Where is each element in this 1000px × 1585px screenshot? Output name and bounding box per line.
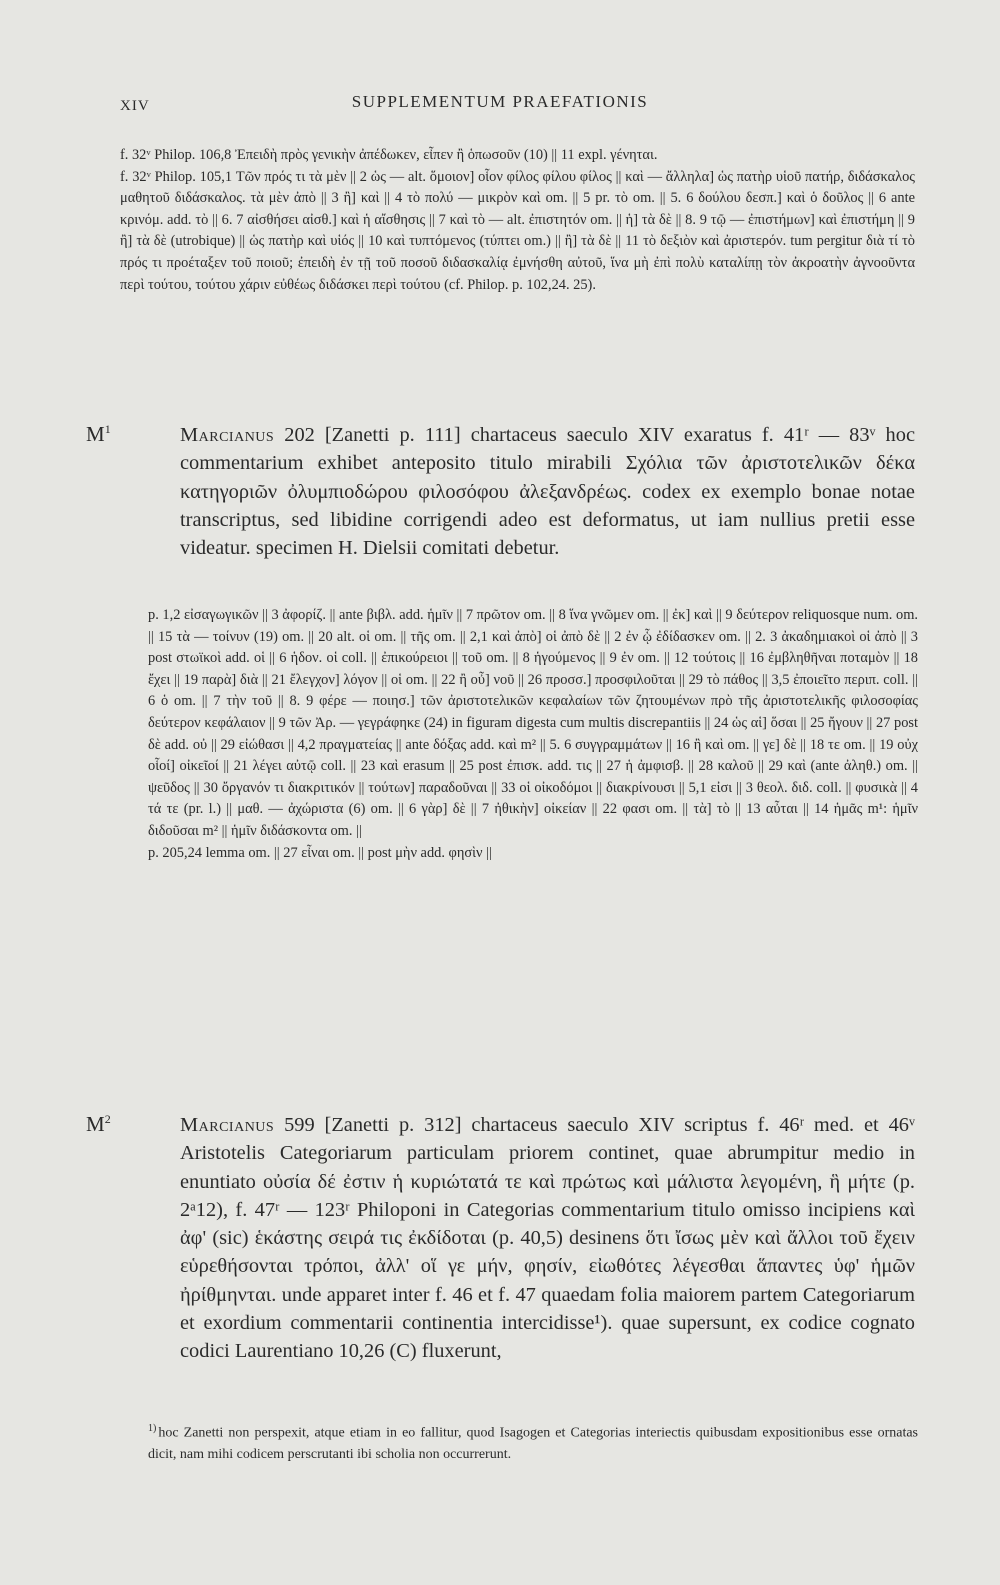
footnote-mark: 1) xyxy=(148,1423,157,1434)
running-head: SUPPLEMENTUM PRAEFATIONIS xyxy=(351,92,649,111)
footnote-text: hoc Zanetti non perspexit, atque etiam in eo fallitur, quod Isagogen et Categorias interiectis quibusdam expositionibus esse ornatas dicit, nam mihi codicem perscrutanti ibi scholia non occurrerunt. xyxy=(148,1425,918,1462)
m1-text: 202 [Zanetti p. 111] chartaceus saeculo XIV exaratus f. 41ʳ — 83ᵛ hoc commentarium exhibet anteposito titulo mirabili Σχόλια τῶν ἀριστοτελικῶν δέκα κατηγοριῶν ὀλυμπιοδώρου φιλοσόφου ἀλεξανδρέως. codex ex exemplo bonae notae transcriptus, sed libidine corrigendi adeo est deformatus, ut iam nullius pretii esse videatur. specimen H. Dielsii comitati debetur. xyxy=(180,424,915,560)
notes-block-1 xyxy=(120,145,915,296)
m1-codex-name: Marcianus xyxy=(180,424,275,446)
page-number: XIV xyxy=(120,98,150,114)
m2-text: 599 [Zanetti p. 312] chartaceus saeculo XIV scriptus f. 46ʳ med. et 46ᵛ Aristotelis Categoriarum particulam priorem continet, quae abrumpitur medio in enuntiato οὐσία δέ ἐστιν ἡ κυριώτατά τε καὶ πρώτως καὶ μάλιστα λεγομένη, ἣ μήτε (p. 2ᵃ12), f. 47ʳ — 123ʳ Philoponi in Categorias commentarium titulo omisso incipiens καὶ ἀφ' (sic) ἑκάστης σειρά τις ἐκδίδοται (p. 40,5) desinens ὅτι ἴσως μὲν καὶ ἄλλοι τοῦ ἔχειν εὑρεθήσονται τρόποι, ἀλλ' οἵ γε μήν, φησίν, εἰωθότες λέγεσθαι ἅπαντες ὑφ' ἡμῶν ἠρίθμηνται. unde apparet inter f. 46 et f. 47 quaedam folia maiorem partem Categoriarum et exordium commentarii continentia intercidisse¹). quae supersunt, ex codice cognato codici Laurentiano 10,26 (C) fluxerunt, xyxy=(180,1114,915,1363)
notes-block-2 xyxy=(148,605,918,864)
note-collation-last: p. 205,24 lemma om. || 27 εἶναι om. || post μὴν add. φησὶν || xyxy=(148,844,492,861)
footnote xyxy=(148,1418,918,1465)
note-entry-1: f. 32ᵛ Philop. 106,8 Ἐπειδὴ πρὸς γενικὴν ἀπέδωκεν, εἶπεν ἢ ὁπωσοῦν (10) || 11 expl. γένηται. xyxy=(120,147,658,163)
m2-description xyxy=(180,1111,915,1366)
siglum-m2: $M^2$ xyxy=(86,1112,111,1136)
m2-codex-name: Marcianus xyxy=(180,1114,275,1136)
page-header xyxy=(120,92,880,120)
note-entry-2: f. 32ᵛ Philop. 105,1 Τῶν πρός τι τὰ μὲν || 2 ὡς — alt. ὅμοιον] οἷον φίλος φίλου φίλος || καὶ — ἄλληλα] ὡς πατὴρ υἱοῦ πατήρ, διδάσκαλος μαθητοῦ διδάσκαλος. τὰ μὲν ἀπὸ || 3 ἢ] καὶ || 4 τὸ πολύ — μικρὸν καὶ om. || 5 pr. τὸ om. || 5. 6 δούλου δεσπ.] καὶ ὁ δοῦλος || 6 ante κρινόμ. add. τὸ || 6. 7 αἰσθήσει αἰσθ.] καὶ ἡ αἴσθησις || 7 καὶ τὸ — alt. ἐπιστητόν om. || ἡ] τὰ δὲ || 8. 9 τῷ — ἐπιστήμων] καὶ ἐπιστήμη || 9 ἢ] τὰ δὲ (utrobique) || ὡς πατὴρ καὶ υἱός || 10 καὶ τυπτόμενος (τύπτει om.) || ἢ] τὰ δὲ || 11 τὸ δεξιὸν καὶ ἀριστερόν. tum pergitur διὰ τί τὸ πρός τι προέταξεν τοῦ ποιοῦ; ἐπειδὴ ἐν τῇ τοῦ ποσοῦ διδασκαλίᾳ ἐμνήσθη αὐτοῦ, ἵνα μὴ ἐπὶ πολὺ καταλίπῃ τὸν ἀκροατὴν ἀγνοοῦντα περὶ τούτου, τούτου χάριν εὐθέως διδάσκει περὶ τούτου (cf. Philop. p. 102,24. 25). xyxy=(120,168,915,293)
m1-description xyxy=(180,421,915,562)
note-collation-m1: p. 1,2 εἰσαγωγικῶν || 3 ἀφορίζ. || ante βιβλ. add. ἡμῖν || 7 πρῶτον om. || 8 ἵνα γνῶμεν om. || ἐκ] καὶ || 9 δεύτερον reliquosque num. om. || 15 τὰ — τοίνυν (19) om. || 20 alt. οἱ om. || τῆς om. || 2,1 καὶ ἀπὸ] οἱ ἀπὸ δὲ || 2 ἐν ᾧ ἐδίδασκεν om. || 2. 3 ἀκαδημιακοὶ οἱ ἀπὸ || 3 post στωϊκοὶ add. οἱ || 6 ἡδον. οἱ coll. || ἐπικούρειοι || τοῦ om. || 8 ἡγούμενος || 9 ἐν om. || 12 τούτοις || 16 ἐμβληθῆναι ποταμὸν || 18 ἔχει || 19 παρὰ] διὰ || 21 ἔλεγχον] λόγον || οἱ om. || 22 ἢ οὖ] νοῦ || 26 προσσ.] προσφιλοῦται || 29 τὸ πάθος || 3,5 ἐποιεῖτο περιπ. coll. || 6 ὁ om. || 7 τὴν τοῦ || 8. 9 φέρε — ποιησ.] τῶν ἀριστοτελικῶν κεφαλαίων τῶν ζητουμένων πρὸ τῆς ἀριστοτελικῆς φιλοσοφίας δεύτερον κεφάλαιον || 9 τῶν Ἀρ. — γεγράφηκε (24) in figuram digesta cum multis discrepantiis || 24 ὡς αἱ] ὅσαι || 25 ἤγουν || 27 post δὲ add. οὐ || 29 εἰώθασι || 4,2 πραγματείας || ante δόξας add. καὶ m² || 5. 6 συγγραμμάτων || 16 ἢ καὶ om. || γε] δὲ || 18 τε om. || 19 οὐχ οἷοί] οἰκεῖοί || 21 λέγει αὐτῷ coll. || 23 καὶ erasum || 25 post ἐπισκ. add. τις || 27 ἡ ἀμφισβ. || 28 καλοῦ || 29 καὶ (ante ἀληθ.) om. || ψεῦδος || 30 ὄργανόν τι διακριτικόν || τούτων] παραδοῦναι || 33 οἱ οἰκοδόμοι || διακρίνουσι || 5,1 εἰσι || 3 θεολ. διδ. coll. || φυσικὰ || 4 τά τε (pr. l.) || μαθ. — ἀχώριστα (6) om. || 6 γὰρ] δὲ || 7 ἠθικὴν] οἰκείαν || 22 φασι om. || τὰ] τὸ || 13 αὖται || 14 ἡμᾶς m¹: ἡμῖν διδοῦσαι m² || ἡμῖν διδάσκοντα om. || xyxy=(148,607,918,839)
siglum-m1: $M^1$ xyxy=(86,422,111,446)
